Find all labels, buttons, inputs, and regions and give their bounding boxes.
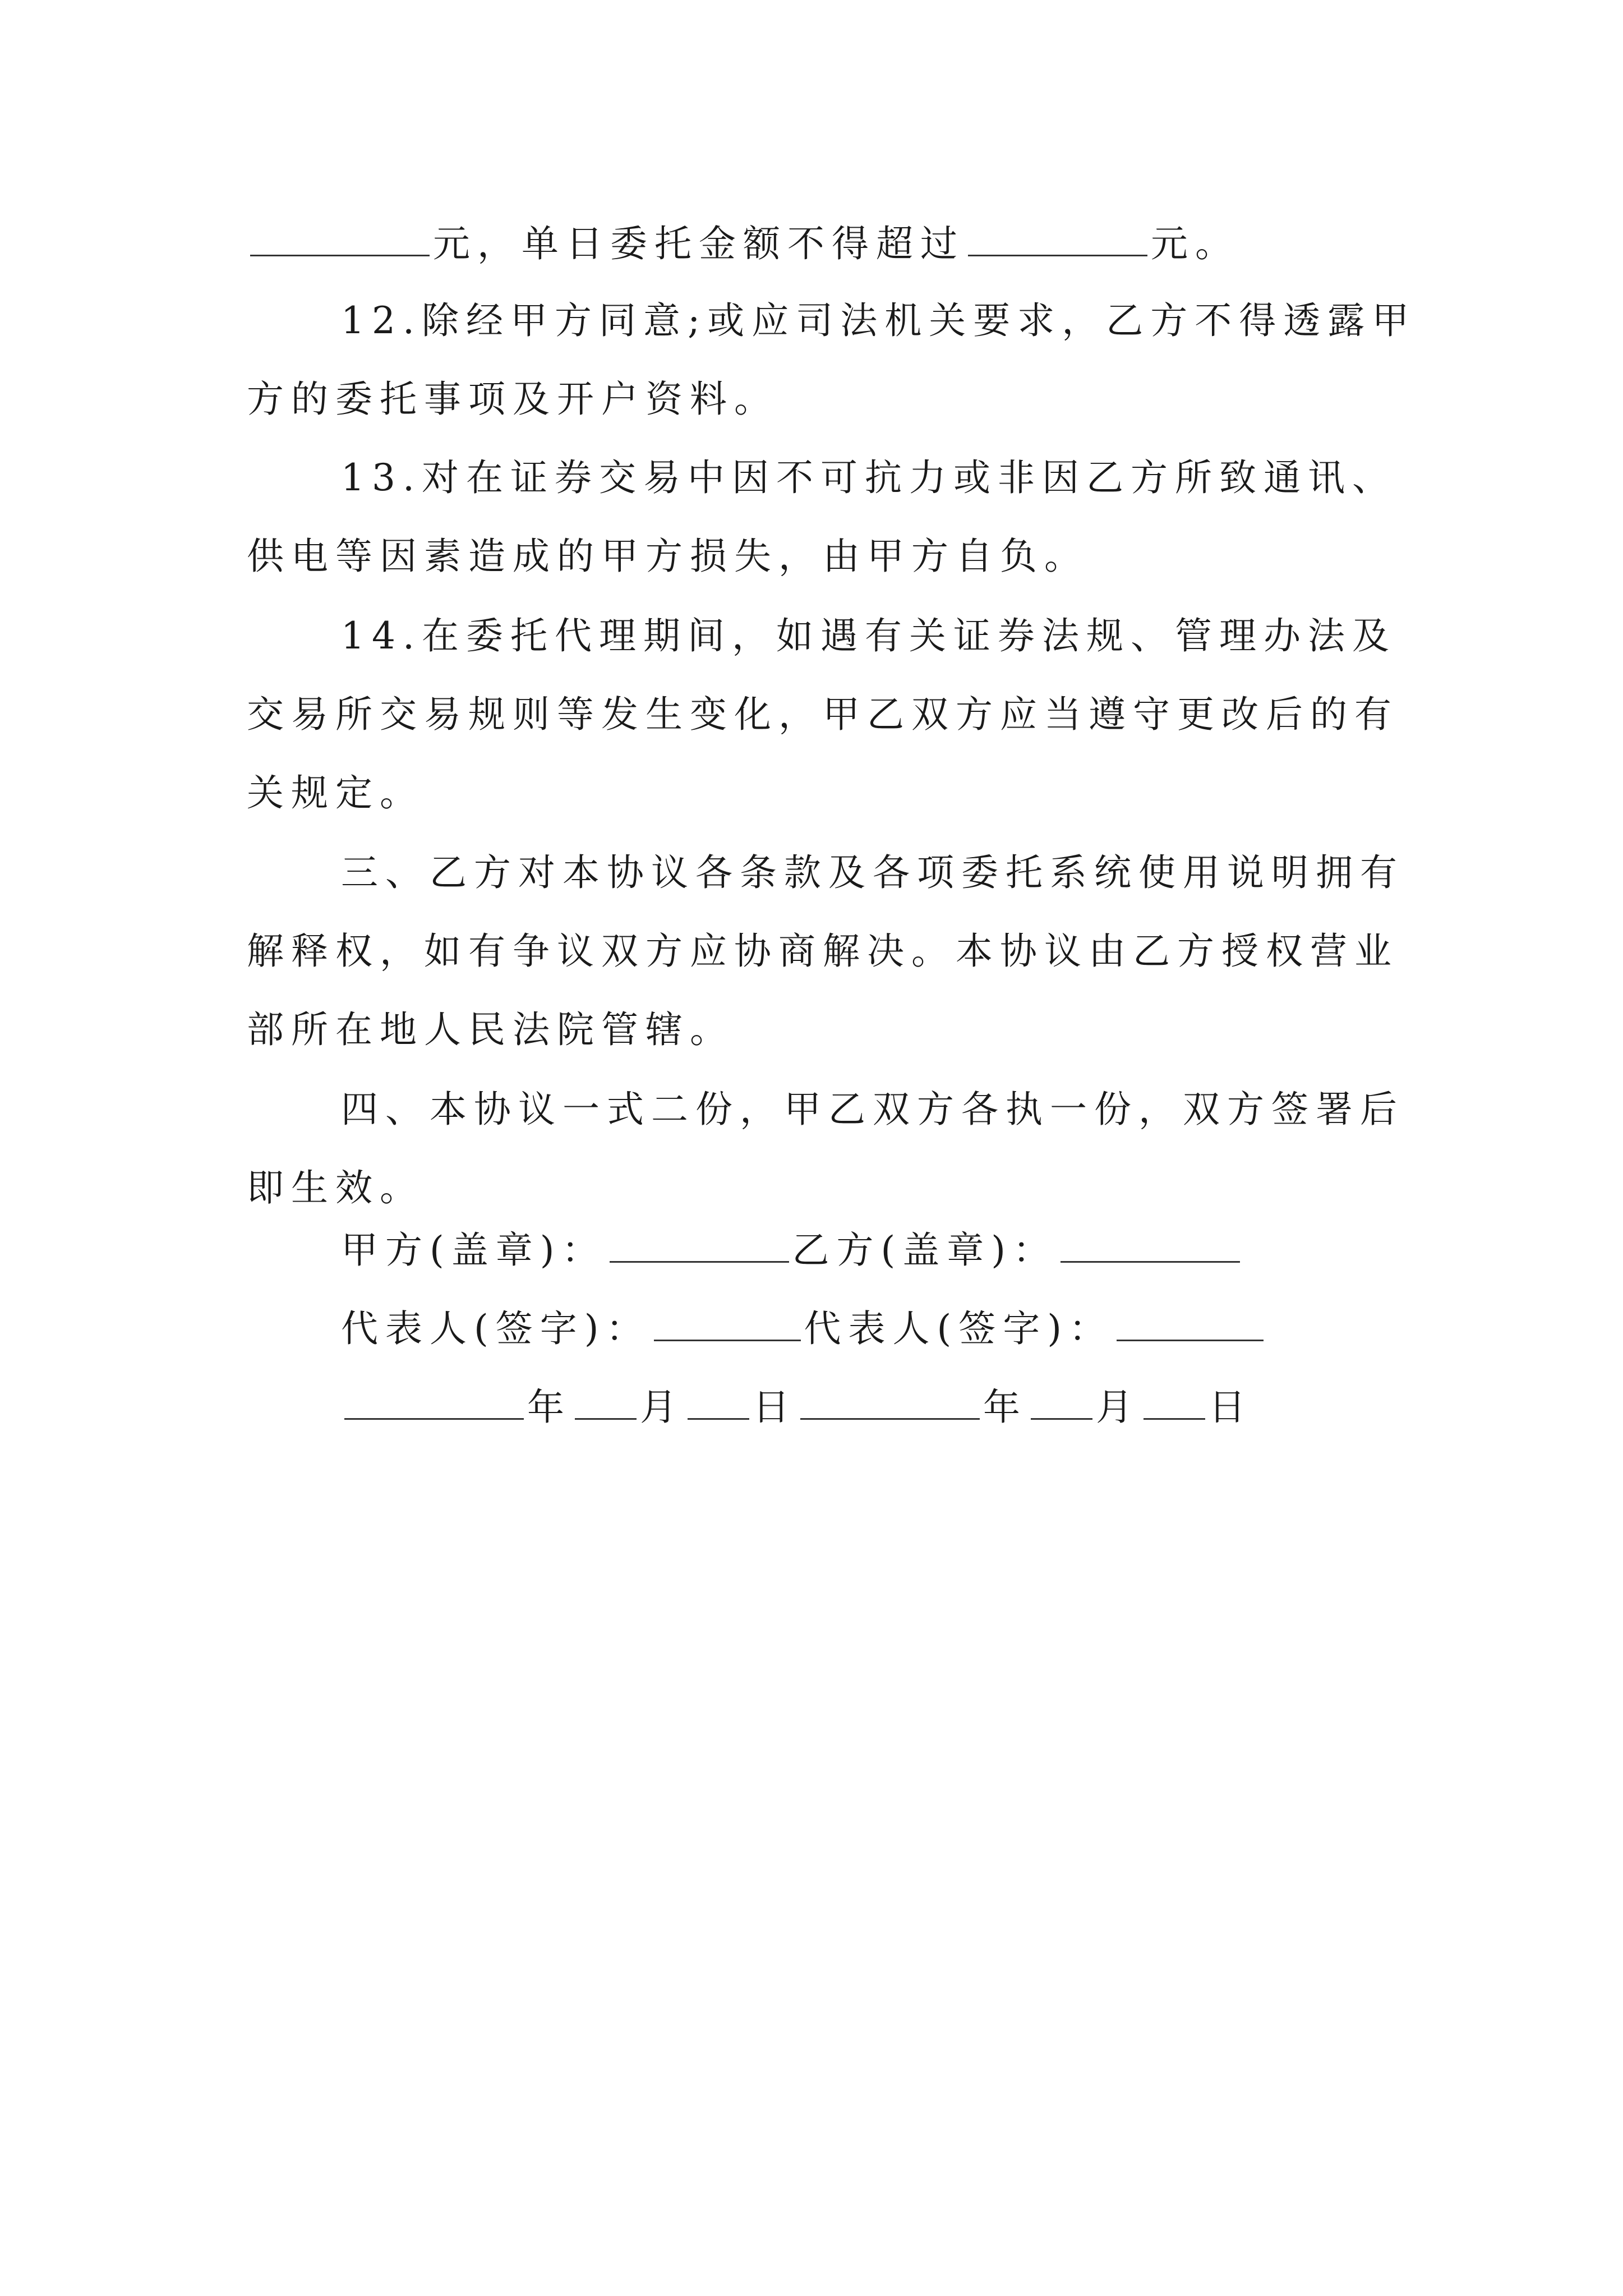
amount-limit-end: 元。: [1151, 222, 1239, 265]
clause-14-line-3: 关规定。: [247, 771, 424, 815]
seal-line: [341, 1224, 1380, 1272]
amount-limit-line: [247, 218, 1380, 263]
section-3-line-1: 三、乙方对本协议各条款及各项委托系统使用说明拥有: [341, 851, 1404, 894]
month-label: 月: [640, 1386, 684, 1429]
blank-field: [344, 1381, 524, 1420]
day-label: 日: [753, 1386, 797, 1429]
representative-line: [341, 1303, 1380, 1350]
blank-field: [1144, 1381, 1205, 1420]
section-3-line-3: 部所在地人民法院管辖。: [247, 1008, 734, 1051]
blank-field: [800, 1381, 980, 1420]
rep-b-label: 代表人(签字)：: [804, 1307, 1113, 1350]
year-label: 年: [527, 1386, 571, 1429]
section-3-line-2: 解释权，如有争议双方应协商解决。本协议由乙方授权营业: [247, 930, 1399, 973]
party-a-seal-label: 甲方(盖章)：: [341, 1228, 606, 1272]
section-4-line-2: 即生效。: [247, 1166, 424, 1209]
clause-14-line-1: 14.在委托代理期间，如遇有关证券法规、管理办法及: [341, 614, 1396, 657]
clause-14-line-2: 交易所交易规则等发生变化，甲乙双方应当遵守更改后的有: [247, 693, 1399, 736]
party-b-seal-label: 乙方(盖章)：: [792, 1228, 1057, 1272]
blank-field: [610, 1224, 789, 1263]
clause-12-line-2: 方的委托事项及开户资料。: [247, 378, 778, 421]
date-line: [341, 1381, 1380, 1429]
blank-field: [575, 1381, 637, 1420]
blank-field: [654, 1303, 801, 1341]
day-label: 日: [1209, 1386, 1253, 1429]
clause-12-line-1: 12.除经甲方同意;或应司法机关要求，乙方不得透露甲: [341, 299, 1417, 342]
blank-field: [1117, 1303, 1264, 1341]
blank-field: [250, 218, 430, 256]
blank-field: [1061, 1224, 1240, 1263]
amount-limit-text: 元，单日委托金额不得超过: [433, 222, 965, 265]
blank-field: [968, 218, 1147, 256]
month-label: 月: [1096, 1386, 1140, 1429]
clause-13-line-2: 供电等因素造成的甲方损失，由甲方自负。: [247, 535, 1089, 578]
blank-field: [688, 1381, 749, 1420]
year-label: 年: [983, 1386, 1027, 1429]
rep-a-label: 代表人(签字)：: [341, 1307, 651, 1350]
clause-13-line-1: 13.对在证券交易中因不可抗力或非因乙方所致通讯、: [341, 456, 1396, 499]
section-4-line-1: 四、本协议一式二份，甲乙双方各执一份，双方签署后: [341, 1088, 1404, 1131]
blank-field: [1031, 1381, 1092, 1420]
